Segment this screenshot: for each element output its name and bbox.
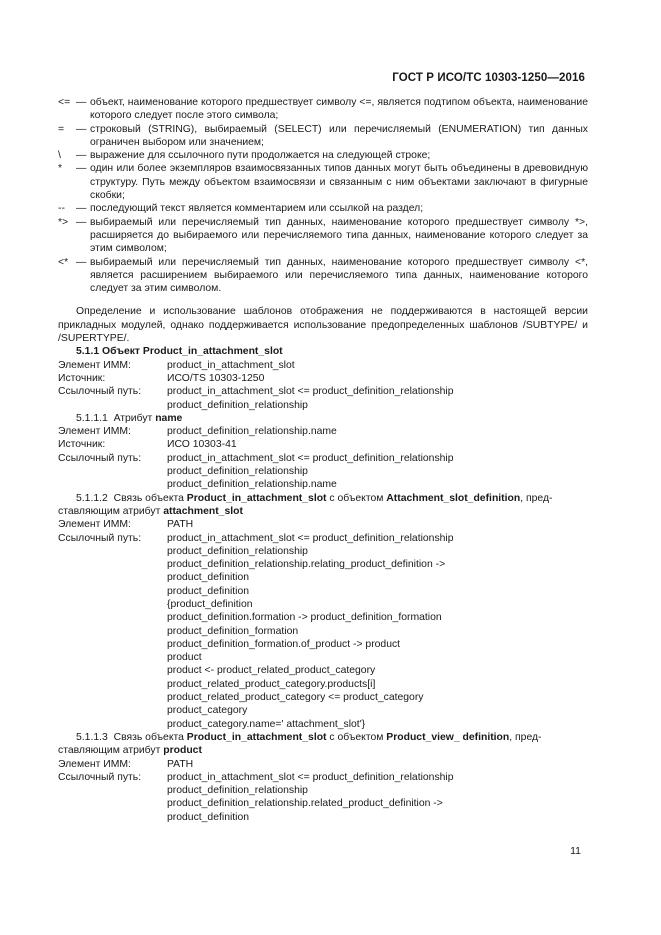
section-heading-5-1-1-3: 5.1.1.3 Связь объекта Product_in_attachment_slot с объектом Product_view_ definition, пред-	[76, 731, 542, 743]
path-line: product_definition	[167, 811, 250, 823]
mapping-row: Ссылочный путь: product_in_attachment_slot <= product_definition_relationship	[58, 771, 454, 783]
path-line: product_definition_relationship	[167, 399, 308, 411]
section-heading-5-1-1-1: 5.1.1.1 Атрибут name	[76, 412, 183, 424]
symbol-definitions	[58, 96, 588, 295]
path-line: product_definition_relationship	[167, 545, 308, 557]
path-line: product_definition_relationship	[167, 466, 308, 478]
path-line: product_definition_formation	[167, 625, 299, 637]
path-line: product_definition.formation -> product_definition_formation	[167, 612, 442, 624]
path-line: product_definition_formation.of_product -> product	[167, 638, 401, 650]
page-content	[58, 93, 588, 824]
body-paragraph: Определение и использование шаблонов отображения не поддерживаются в настоящей версии прикладных модулей, однако поддерживается использование предопределенных шаблонов /SUBTYPE/ и /SUPERTYPE/.	[58, 306, 588, 345]
mapping-row: Источник: ИСО 10303-41	[58, 439, 237, 451]
definition-item: = — строковый (STRING), выбираемый (SELECT) или перечисляемый (ENUMERATION) тип данных ограничен выбором или значением;	[58, 123, 588, 148]
mapping-row: Источник: ИСО/TS 10303-1250	[58, 372, 265, 384]
path-line: product	[167, 652, 202, 664]
section-heading-continuation: ставляющим атрибут attachment_slot	[58, 505, 243, 517]
path-line: product_definition	[167, 572, 250, 584]
definition-item: \ — выражение для ссылочного пути продолжается на следующей строке;	[58, 150, 431, 162]
path-line: {product_definition	[167, 598, 253, 610]
section-heading-5-1-1-2: 5.1.1.2 Связь объекта Product_in_attachment_slot с объектом Attachment_slot_definition, пред-	[76, 492, 553, 504]
mapping-row: Ссылочный путь: product_in_attachment_slot <= product_definition_relationship	[58, 386, 454, 398]
page-number: 11	[570, 845, 581, 857]
path-line: product <- product_related_product_category	[167, 665, 376, 677]
mapping-row: Элемент ИММ: product_in_attachment_slot	[58, 359, 295, 371]
definition-item: *> — выбираемый или перечисляемый тип данных, наименование которого предшествует символу *>, расширяется до выбираемого или перечисляемого типа данных, наименование которого следует за этим символом;	[58, 216, 588, 255]
mapping-row: Ссылочный путь: product_in_attachment_slot <= product_definition_relationship	[58, 532, 454, 544]
definition-item: -- — последующий текст является комментарием или ссылкой на раздел;	[58, 203, 424, 215]
definition-item: <* — выбираемый или перечисляемый тип данных, наименование которого предшествует символу <*, является расширением выбираемого или перечисляемого типа данных, наименование которого следует за этим символом.	[58, 256, 588, 295]
path-line: product_category.name=' attachment_slot'}	[167, 718, 366, 730]
mapping-row: Элемент ИММ: PATH	[58, 519, 194, 531]
path-line: product_definition	[167, 585, 250, 597]
section-heading-5-1-1: 5.1.1 Объект Product_in_attachment_slot	[76, 346, 283, 358]
mapping-row: Ссылочный путь: product_in_attachment_slot <= product_definition_relationship	[58, 452, 454, 464]
path-line: product_related_product_category.products[i]	[167, 678, 376, 690]
path-line: product_related_product_category <= product_category	[167, 692, 424, 704]
document-header: ГОСТ Р ИСО/ТС 10303-1250—2016	[392, 72, 585, 84]
section-heading-continuation: ставляющим атрибут product	[58, 745, 202, 757]
path-line: product_definition_relationship	[167, 785, 308, 797]
path-line: product_definition_relationship.related_product_definition ->	[167, 798, 443, 810]
path-line: product_definition_relationship.relating_product_definition ->	[167, 559, 446, 571]
mapping-row: Элемент ИММ: PATH	[58, 758, 194, 770]
path-line: product_definition_relationship.name	[167, 479, 337, 491]
definition-item: <= — объект, наименование которого предшествует символу <=, является подтипом объекта, наименование которого следует после этого символа;	[58, 97, 588, 122]
definition-item: * — один или более экземпляров взаимосвязанных типов данных могут быть объединены в древовидную структуру. Путь между объектом взаимосвязи и связанным с ним объектами заключают в фигурные скобки;	[58, 163, 588, 202]
mapping-row: Элемент ИММ: product_definition_relationship.name	[58, 426, 337, 438]
path-line: product_category	[167, 705, 248, 717]
